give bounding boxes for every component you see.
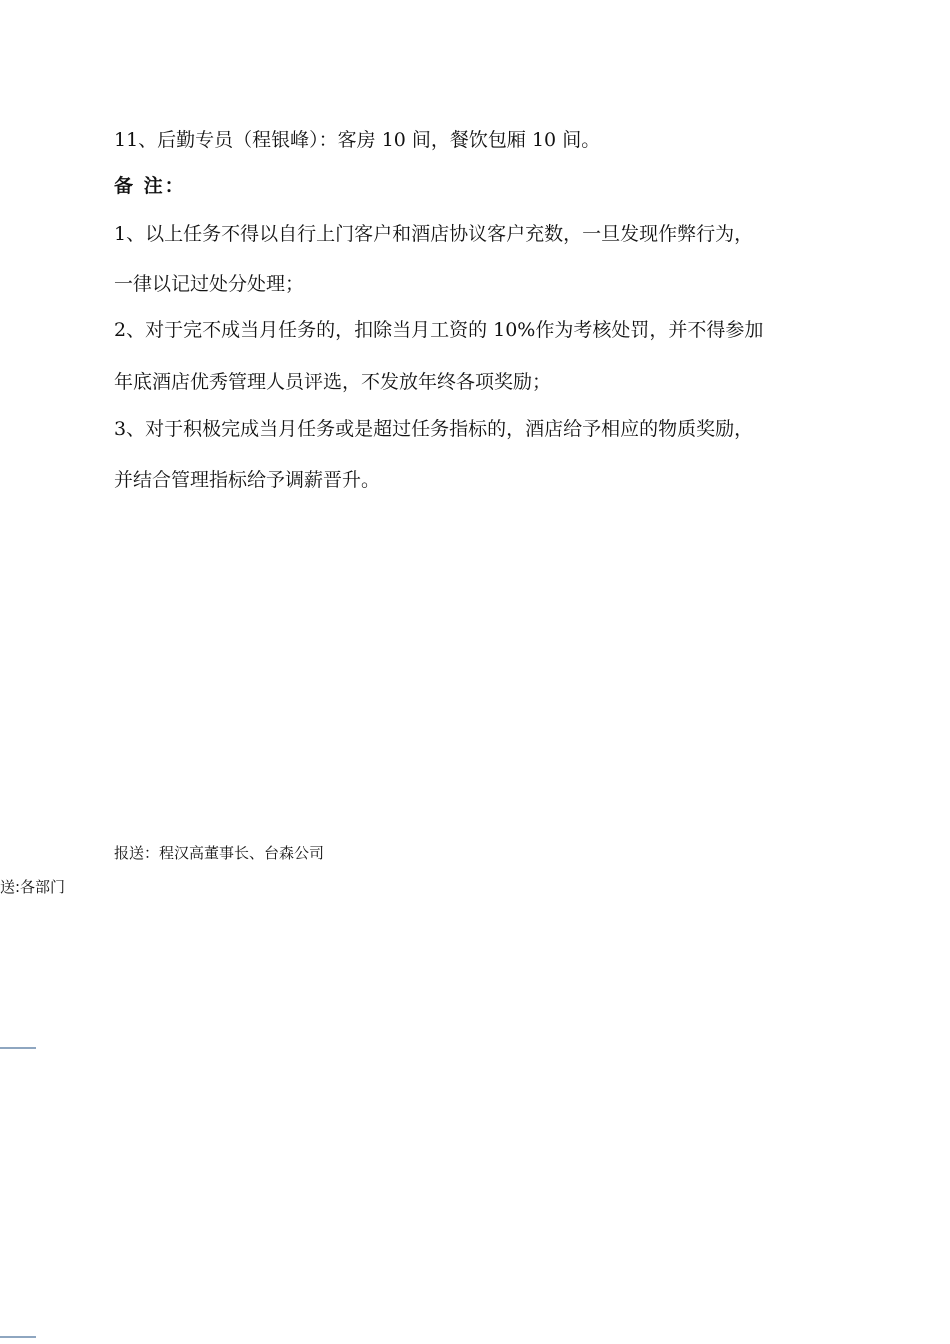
note-1-line-1: 1、以上任务不得以自行上门客户和酒店协议客户充数，一旦发现作弊行为， <box>114 223 754 245</box>
divider-rule-lower <box>0 1336 36 1338</box>
divider-rule-upper <box>0 1047 36 1049</box>
note-3-line-2: 并结合管理指标给予调薪晋升。 <box>114 469 381 491</box>
item-11-text: 11、后勤专员（程银峰）：客房 10 间，餐饮包厢 10 间。 <box>114 129 601 151</box>
note-2-line-1: 2、对于完不成当月任务的，扣除当月工资的 10%作为考核处罚，并不得参加 <box>114 319 764 341</box>
report-to-line: 报送：程汉高董事长、台森公司 <box>114 844 325 862</box>
note-1-line-2: 一律以记过处分处理； <box>114 273 305 295</box>
copy-to-line: 送:各部门 <box>0 878 66 896</box>
notes-heading: 备 注： <box>114 175 186 197</box>
note-2-line-2: 年底酒店优秀管理人员评选，不发放年终各项奖励； <box>114 371 552 393</box>
note-3-line-1: 3、对于积极完成当月任务或是超过任务指标的，酒店给予相应的物质奖励， <box>114 418 754 440</box>
